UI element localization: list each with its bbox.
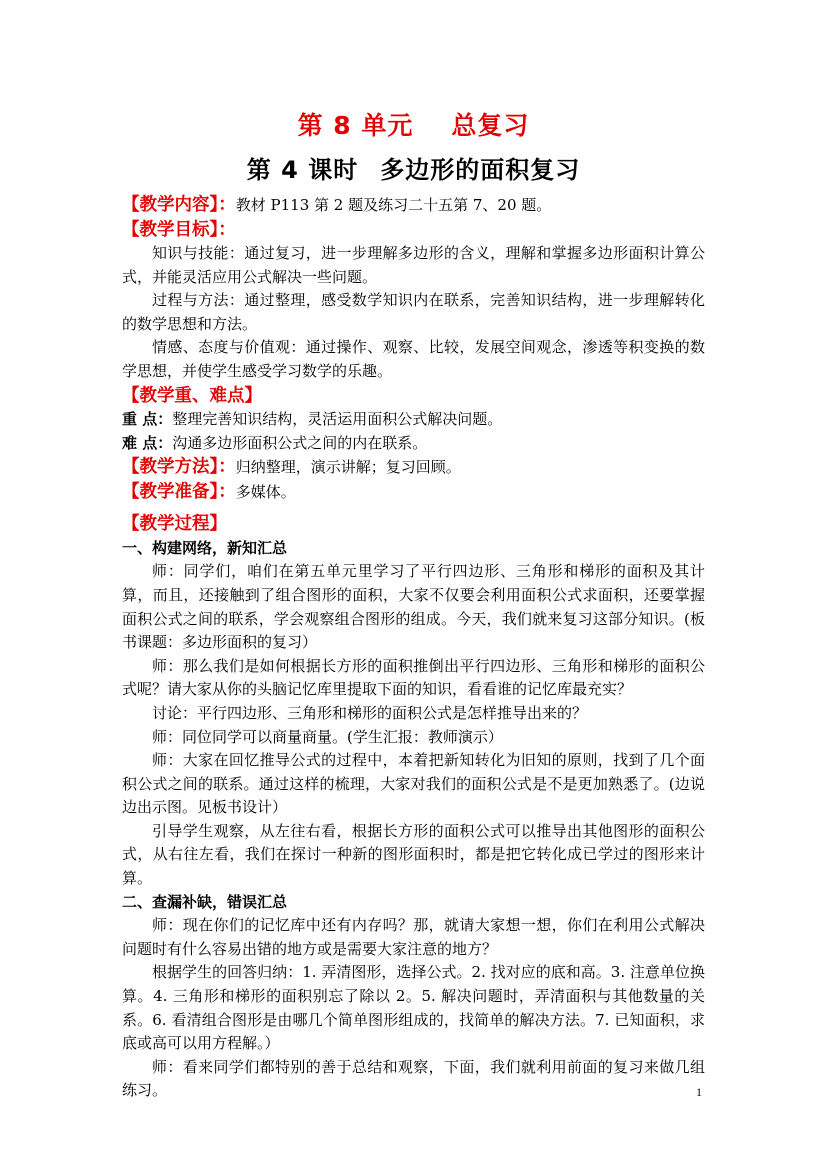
difficult-point-line bbox=[122, 432, 705, 456]
teaching-content-heading: 【教学内容】： bbox=[122, 195, 236, 215]
teaching-process-heading-line bbox=[122, 512, 705, 537]
goal-process: 过程与方法：通过整理，感受数学知识内在联系，完善知识结构，进一步理解转化的数学思想和方法。 bbox=[122, 291, 705, 333]
teaching-prep-heading: 【教学准备】： bbox=[122, 481, 236, 502]
part1-paragraph-1: 师：同学们，咱们在第五单元里学习了平行四边形、三角形和梯形的面积及其计算，而且，还接触到了组合图形的面积，大家不仅要会利用面积公式求面积，还要掌握面积公式之间的联系，学会观察组合图形的组成。今天，我们就来复习这部分知识。(板书课题：多边形面积的复习） bbox=[122, 562, 705, 652]
page-number: 1 bbox=[696, 1085, 702, 1099]
part2-paragraph-2: 根据学生的回答归纳：1. 弄清图形，选择公式。2. 找对应的底和高。3. 注意单位换算。4. 三角形和梯形的面积别忘了除以 2。5. 解决问题时，弄清面积与其他数量的关系。6. 看清组合图形是由哪几个简单图形组成的，找简单的解决方法。7. 已知面积，求底或高可以用方程解。） bbox=[122, 963, 705, 1053]
lesson-label: 第 4 课时 bbox=[246, 156, 359, 184]
part1-paragraph-3: 讨论：平行四边形、三角形和梯形的面积公式是怎样推导出来的？ bbox=[152, 703, 588, 722]
difficult-point-text: 沟通多边形面积公式之间的内在联系。 bbox=[172, 433, 428, 452]
unit-label: 第 8 单元 bbox=[297, 111, 414, 140]
teaching-method-line bbox=[122, 455, 705, 480]
key-point-label: 重 点： bbox=[122, 410, 173, 429]
goal-knowledge: 知识与技能：通过复习，进一步理解多边形的含义，理解和掌握多边形面积计算公式，并能灵活应用公式解决一些问题。 bbox=[122, 244, 705, 286]
difficult-point-label: 难 点： bbox=[122, 433, 173, 452]
unit-title bbox=[0, 106, 827, 142]
teaching-process-heading: 【教学过程】 bbox=[122, 514, 227, 535]
lesson-topic: 多边形的面积复习 bbox=[380, 156, 581, 184]
spacer bbox=[122, 504, 705, 512]
unit-topic: 总复习 bbox=[451, 111, 530, 140]
part1-paragraph-5: 师：大家在回忆推导公式的过程中，本着把新知转化为旧知的原则，找到了几个面积公式之间的联系。通过这样的梳理，大家对我们的面积公式是不是更加熟悉了。(边说边出示图。见板书设计） bbox=[122, 751, 705, 817]
teaching-goals-heading: 【教学目标】： bbox=[122, 219, 236, 240]
key-points-heading: 【教学重、难点】 bbox=[122, 385, 262, 406]
part2-paragraph-3: 师：看来同学们都特别的善于总结和观察，下面，我们就利用前面的复习来做几组练习。 bbox=[122, 1057, 705, 1100]
teaching-content-line bbox=[122, 193, 705, 218]
teaching-content-text: 教材 P113 第 2 题及练习二十五第 7、20 题。 bbox=[235, 196, 552, 214]
part1-paragraph-4: 师：同位同学可以商量商量。(学生汇报：教师演示） bbox=[152, 727, 503, 746]
key-points-heading-line bbox=[122, 384, 705, 409]
part2-paragraph-1: 师：现在你们的记忆库中还有内存吗？那，就请大家想一想，你们在利用公式解决问题时有什么容易出错的地方或是需要大家注意的地方？ bbox=[122, 916, 705, 958]
part1-title: 一、构建网络，新知汇总 bbox=[122, 538, 288, 557]
key-point-text: 整理完善知识结构，灵活运用面积公式解决问题。 bbox=[172, 410, 503, 429]
teaching-method-text: 归纳整理，演示讲解；复习回顾。 bbox=[235, 458, 461, 477]
document-body bbox=[122, 193, 705, 1103]
part2-title: 二、查漏补缺，错误汇总 bbox=[122, 892, 288, 911]
key-point-line bbox=[122, 408, 705, 432]
teaching-prep-text: 多媒体。 bbox=[235, 482, 296, 501]
teaching-goals-heading-line bbox=[122, 218, 705, 243]
teaching-method-heading: 【教学方法】： bbox=[122, 457, 236, 478]
teaching-prep-line bbox=[122, 480, 705, 505]
goal-attitude: 情感、态度与价值观：通过操作、观察、比较，发展空间观念，渗透等积变换的数学思想，并使学生感受学习数学的乐趣。 bbox=[122, 338, 705, 380]
part1-paragraph-2: 师：那么我们是如何根据长方形的面积推倒出平行四边形、三角形和梯形的面积公式呢？请大家从你的头脑记忆库里提取下面的知识，看看谁的记忆库最充实？ bbox=[122, 656, 705, 699]
part1-paragraph-6: 引导学生观察，从左往右看，根据长方形的面积公式可以推导出其他图形的面积公式，从右往左看，我们在探讨一种新的图形面积时，都是把它转化成已学过的图形来计算。 bbox=[122, 821, 705, 888]
lesson-title bbox=[0, 150, 827, 185]
